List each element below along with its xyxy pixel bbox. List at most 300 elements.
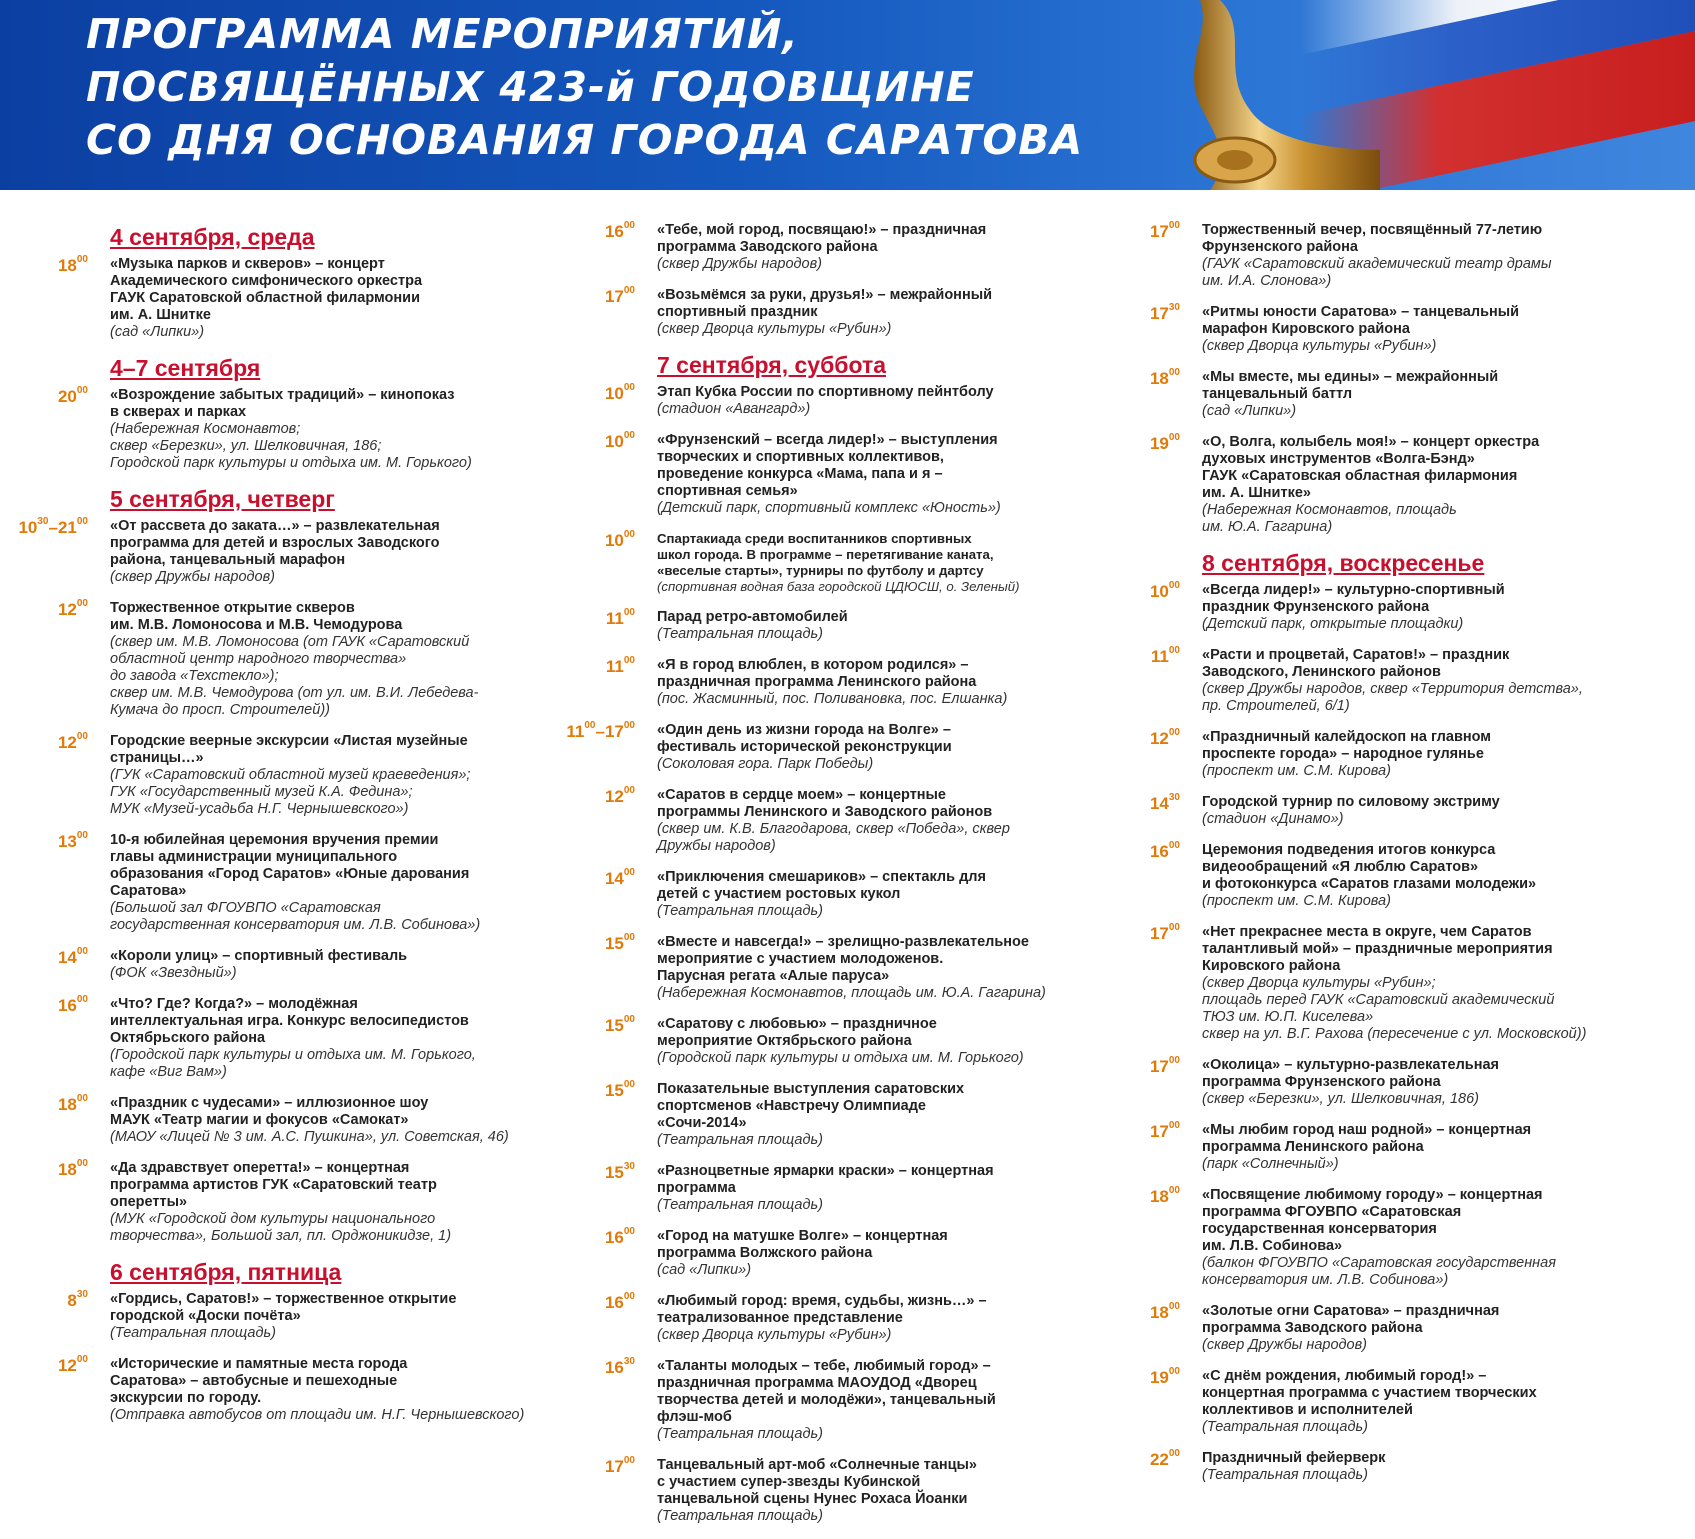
event-time: [1150, 432, 1180, 454]
event-title-line: им. Л.В. Собинова»: [1202, 1238, 1343, 1254]
event-location-line: (Театральная площадь): [1202, 1467, 1368, 1483]
event-location-line: (сквер Дружбы народов): [110, 569, 276, 585]
event-time: [605, 382, 635, 404]
event-title-line: школ города. В программе – перетягивание каната,: [657, 547, 994, 562]
time-hour: 10: [1149, 582, 1169, 601]
event-title-line: коллективов и исполнителей: [1202, 1402, 1413, 1418]
event-title-line: проведение конкурса «Мама, папа и я –: [657, 466, 943, 482]
time-minutes-end: 00: [623, 720, 635, 731]
event-location-line: (балкон ФГОУВПО «Саратовская государственная: [1202, 1255, 1556, 1271]
event-location-line: (стадион «Авангард»): [657, 401, 811, 417]
time-hour: 12: [604, 787, 624, 806]
event-location-line: государственная консерватория им. Л.В. Собинова»): [110, 917, 481, 933]
event-time: [58, 254, 88, 276]
event-location-line: (проспект им. С.М. Кирова): [1202, 893, 1391, 909]
event-location-line: (сад «Липки»): [110, 324, 205, 340]
event-title-line: «Разноцветные ярмарки краски» – концертная: [657, 1163, 994, 1179]
event-title-line: программа артистов ГУК «Саратовский театр: [110, 1177, 437, 1193]
time-hour: 17: [1149, 1057, 1169, 1076]
event-title-line: праздничная программа Ленинского района: [657, 674, 977, 690]
event-title-line: «О, Волга, колыбель моя!» – концерт оркестра: [1202, 434, 1540, 450]
time-minutes: 00: [1168, 580, 1180, 591]
time-minutes: 00: [623, 1079, 635, 1090]
time-hour: 18: [1149, 369, 1169, 388]
event-location-line: творчества», Большой зал, пл. Орджоникидзе, 1): [110, 1228, 452, 1244]
event-title-line: «Околица» – культурно-развлекательная: [1202, 1057, 1499, 1073]
event-time: [605, 1356, 635, 1378]
time-minutes: 00: [623, 1291, 635, 1302]
time-minutes: 00: [1168, 1120, 1180, 1131]
event-time: [1151, 645, 1180, 667]
event-title-line: программа Заводского района: [657, 239, 878, 255]
time-hour: 17: [1149, 1122, 1169, 1141]
time-hour: 12: [57, 1356, 77, 1375]
event-location-line: (Соколовая гора. Парк Победы): [657, 756, 874, 772]
event-time: [58, 1158, 88, 1180]
time-hour: 14: [57, 948, 77, 967]
event-title-line: им. М.В. Ломоносова и М.В. Чемодурова: [110, 617, 403, 633]
event-title-line: театрализованное представление: [657, 1310, 903, 1326]
time-minutes: 00: [76, 254, 88, 265]
event-title-line: ГАУК Саратовской областной филармонии: [110, 290, 420, 306]
event-location-line: (МАОУ «Лицей № 3 им. А.С. Пушкина», ул. Советская, 46): [110, 1129, 509, 1145]
time-minutes: 00: [1168, 1366, 1180, 1377]
event-title-line: программа Заводского района: [1202, 1320, 1423, 1336]
event-item: [1149, 727, 1680, 780]
event-item: [1149, 1055, 1680, 1108]
time-hour: 18: [57, 1095, 77, 1114]
time-hour: 17: [604, 1457, 624, 1476]
event-title-line: Торжественный вечер, посвящённый 77-летию: [1202, 222, 1543, 238]
time-minutes: 00: [76, 1158, 88, 1169]
event-time: [1150, 840, 1180, 862]
event-title-line: «Мы вместе, мы едины» – межрайонный: [1202, 369, 1499, 385]
event-title-line: программы Ленинского и Заводского районов: [657, 804, 993, 820]
event-item: [1149, 580, 1680, 633]
event-title-line: «Я в город влюблен, в котором родился» –: [657, 657, 969, 673]
event-item: [57, 1158, 588, 1245]
event-title-line: «веселые старты», турниры по футболу и дартсу: [657, 563, 984, 578]
time-minutes: 00: [1168, 840, 1180, 851]
schedule-column-1: [18, 224, 588, 1438]
event-item: [604, 1291, 1135, 1344]
event-item: [1149, 922, 1680, 1043]
event-location-line: (сквер им. М.В. Ломоносова (от ГАУК «Саратовский: [110, 634, 470, 650]
event-item: [57, 1093, 588, 1146]
event-item: [1149, 1366, 1680, 1436]
event-time: [58, 731, 88, 753]
event-title-line: «Город на матушке Волге» – концертная: [657, 1228, 948, 1244]
time-minutes: 00: [623, 932, 635, 943]
event-item: [604, 932, 1135, 1002]
event-item: [1150, 645, 1680, 715]
time-hour-end: 17: [604, 722, 624, 741]
event-title-line: страницы…»: [110, 750, 204, 766]
time-minutes: 30: [1168, 792, 1180, 803]
event-location-line: до завода «Техстекло»);: [110, 668, 279, 684]
time-minutes: 00: [623, 285, 635, 296]
time-dash: –: [595, 722, 605, 741]
event-location-line: (сквер Дворца культуры «Рубин»): [657, 1327, 892, 1343]
time-hour: 16: [604, 1293, 624, 1312]
event-time: [58, 1093, 88, 1115]
event-item: [604, 285, 1135, 338]
event-title-line: Кировского района: [1202, 958, 1341, 974]
time-minutes: 00: [623, 220, 635, 231]
event-time: [605, 285, 635, 307]
event-item: [605, 655, 1135, 708]
event-location-line: (ГУК «Саратовский областной музей краеведения»;: [110, 767, 471, 783]
title-line-2: ПОСВЯЩЁННЫХ 423-й ГОДОВЩИНЕ: [86, 63, 975, 111]
event-item: [1149, 1185, 1680, 1289]
event-item: [57, 254, 588, 341]
event-title-line: «С днём рождения, любимый город!» –: [1202, 1368, 1487, 1384]
event-title-line: праздничная программа МАОУДОД «Дворец: [657, 1375, 977, 1391]
event-title-line: «Приключения смешариков» – спектакль для: [657, 869, 986, 885]
event-time: [605, 1226, 635, 1248]
date-heading: 6 сентября, пятница: [110, 1259, 342, 1285]
event-item: [1149, 432, 1680, 536]
time-minutes: 00: [1168, 1301, 1180, 1312]
event-location-line: ТЮЗ им. Ю.П. Киселева»: [1202, 1009, 1374, 1025]
event-item: [1149, 1448, 1680, 1484]
event-location-line: (Отправка автобусов от площади им. Н.Г. Чернышевского): [110, 1407, 525, 1423]
event-location-line: (Театральная площадь): [657, 903, 823, 919]
event-time: [1150, 1448, 1180, 1470]
event-title-line: «Мы любим город наш родной» – концертная: [1202, 1122, 1532, 1138]
time-minutes: 00: [623, 867, 635, 878]
event-title-line: творчества детей и молодёжи», танцевальный: [657, 1392, 996, 1408]
event-time: [1150, 727, 1180, 749]
time-hour: 18: [57, 1160, 77, 1179]
event-time: [605, 220, 635, 242]
event-time: [58, 946, 88, 968]
time-minutes: 00: [1168, 220, 1180, 231]
event-title-line: 10-я юбилейная церемония вручения премии: [110, 832, 439, 848]
event-title-line: творческих и спортивных коллективов,: [657, 449, 944, 465]
time-minutes: 00: [623, 1014, 635, 1025]
date-heading: 5 сентября, четверг: [110, 486, 335, 512]
event-time: [58, 830, 88, 852]
event-title-line: «Музыка парков и скверов» – концерт: [110, 256, 385, 272]
event-title-line: марафон Кировского района: [1202, 321, 1410, 337]
time-hour: 16: [1149, 842, 1169, 861]
time-minutes: 00: [76, 994, 88, 1005]
event-title-line: программа для детей и взрослых Заводского: [110, 535, 440, 551]
event-title-line: проспекте города» – народное гулянье: [1202, 746, 1484, 762]
event-item: [1149, 792, 1680, 828]
event-time: [566, 720, 635, 742]
event-item: [57, 1354, 588, 1424]
event-time: [605, 1291, 635, 1313]
event-location-line: (Набережная Космонавтов, площадь: [1202, 502, 1457, 518]
event-title-line: Саратова» – автобусные и пешеходные: [110, 1373, 398, 1389]
event-title-line: Саратова»: [110, 883, 187, 899]
time-minutes: 00: [1168, 922, 1180, 933]
event-location-line: (Театральная площадь): [657, 1132, 823, 1148]
event-title-line: «Саратову с любовью» – праздничное: [657, 1016, 937, 1032]
event-title-line: «Таланты молодых – тебе, любимый город» –: [657, 1358, 991, 1374]
event-time: [605, 430, 635, 452]
time-hour: 15: [604, 1163, 624, 1182]
event-location-line: (ФОК «Звездный»): [110, 965, 237, 981]
event-title-line: фестиваль исторической реконструкции: [657, 739, 952, 755]
event-title-line: «Возьмёмся за руки, друзья!» – межрайонный: [657, 287, 992, 303]
event-time: [605, 1014, 635, 1036]
time-minutes: 00: [76, 385, 88, 396]
time-minutes: 00: [1168, 1055, 1180, 1066]
time-minutes: 00: [76, 946, 88, 957]
time-dash: –: [48, 518, 58, 537]
event-location-line: Дружбы народов): [657, 838, 776, 854]
event-title-line: МАУК «Театр магии и фокусов «Самокат»: [110, 1112, 409, 1128]
event-time: [1150, 302, 1180, 324]
event-title-line: «Всегда лидер!» – культурно-спортивный: [1202, 582, 1505, 598]
event-title-line: танцевальный баттл: [1202, 386, 1353, 402]
event-title-line: спортсменов «Навстречу Олимпиаде: [657, 1098, 927, 1114]
event-title-line: главы администрации муниципального: [110, 849, 398, 865]
time-hour: 11: [566, 722, 585, 741]
event-time: [67, 1289, 88, 1311]
time-hour: 16: [604, 222, 624, 241]
time-hour: 8: [67, 1291, 77, 1310]
event-time: [58, 385, 88, 407]
event-title-line: Парад ретро-автомобилей: [657, 609, 848, 625]
event-title-line: программа ФГОУВПО «Саратовская: [1202, 1204, 1462, 1220]
event-item: [604, 1455, 1135, 1525]
event-title-line: «Фрунзенский – всегда лидер!» – выступления: [657, 432, 998, 448]
time-minutes: 00: [1168, 645, 1180, 656]
time-minutes: 30: [623, 1356, 635, 1367]
time-hour: 10: [604, 432, 624, 451]
event-title-line: «Ритмы юности Саратова» – танцевальный: [1202, 304, 1520, 320]
date-heading: 4 сентября, среда: [110, 224, 315, 250]
event-title-line: спортивная семья»: [657, 483, 798, 499]
time-minutes: 00: [623, 430, 635, 441]
time-minutes: 00: [623, 529, 635, 540]
event-location-line: областной центр народного творчества»: [110, 651, 407, 667]
event-title-line: Праздничный фейерверк: [1202, 1450, 1386, 1466]
event-location-line: (парк «Солнечный»): [1202, 1156, 1339, 1172]
event-title-line: им. А. Шнитке: [110, 307, 211, 323]
event-location-line: (сквер Дворца культуры «Рубин»): [657, 321, 892, 337]
event-title-line: Танцевальный арт-моб «Солнечные танцы»: [657, 1457, 977, 1473]
event-title-line: праздник Фрунзенского района: [1202, 599, 1430, 615]
event-item: [604, 1079, 1135, 1149]
time-minutes: 00: [76, 1093, 88, 1104]
event-location-line: (Детский парк, спортивный комплекс «Юность»): [657, 500, 1001, 516]
event-title-line: экскурсии по городу.: [110, 1390, 262, 1406]
event-location-line: (МУК «Городской дом культуры национального: [110, 1211, 436, 1227]
time-hour-end: 21: [57, 518, 77, 537]
event-location-line: (сквер Дворца культуры «Рубин»;: [1202, 975, 1436, 991]
event-title-line: флэш-моб: [657, 1409, 732, 1425]
event-title-line: Городской турнир по силовому экстриму: [1202, 794, 1500, 810]
time-minutes: 30: [1168, 302, 1180, 313]
event-title-line: программа Ленинского района: [1202, 1139, 1424, 1155]
event-title-line: танцевальной сцены Нунес Рохаса Йоанки: [657, 1491, 968, 1507]
time-hour: 11: [605, 657, 624, 676]
event-title-line: «Исторические и памятные места города: [110, 1356, 408, 1372]
event-time: [606, 607, 635, 629]
time-hour: 20: [57, 387, 77, 406]
event-title-line: Заводского, Ленинского районов: [1202, 664, 1441, 680]
time-hour: 18: [1149, 1187, 1169, 1206]
event-title-line: Торжественное открытие скверов: [110, 600, 355, 616]
event-location-line: (Театральная площадь): [657, 1426, 823, 1442]
event-title-line: с участием супер-звезды Кубинской: [657, 1474, 921, 1490]
event-location-line: сквер «Березки», ул. Шелковичная, 186;: [110, 438, 382, 454]
time-minutes: 00: [623, 785, 635, 796]
event-location-line: площадь перед ГАУК «Саратовский академический: [1202, 992, 1555, 1008]
time-hour: 17: [1149, 304, 1169, 323]
event-item: [57, 946, 588, 982]
event-title-line: Показательные выступления саратовских: [657, 1081, 965, 1097]
event-time: [1150, 1120, 1180, 1142]
event-title-line: «Тебе, мой город, посвящаю!» – праздничная: [657, 222, 987, 238]
date-heading: 4–7 сентября: [110, 355, 261, 381]
event-title-line: района, танцевальный марафон: [110, 552, 346, 568]
event-time: [58, 994, 88, 1016]
event-title-line: интеллектуальная игра. Конкурс велосипедистов: [110, 1013, 469, 1029]
time-hour: 10: [604, 384, 624, 403]
event-location-line: консерватория им. Л.В. Собинова»): [1202, 1272, 1449, 1288]
event-location-line: кафе «Виг Вам»): [110, 1064, 227, 1080]
event-item: [57, 830, 588, 934]
event-item: [57, 598, 588, 719]
time-minutes: 30: [623, 1161, 635, 1172]
event-location-line: (Детский парк, открытые площадки): [1202, 616, 1464, 632]
event-time: [1150, 1185, 1180, 1207]
event-location-line: (сад «Липки»): [1202, 403, 1297, 419]
event-location-line: (сквер им. К.В. Благодарова, сквер «Победа», сквер: [657, 821, 1010, 837]
event-time: [1150, 922, 1180, 944]
event-location-line: (Театральная площадь): [110, 1325, 276, 1341]
event-title-line: «Любимый город: время, судьбы, жизнь…» –: [657, 1293, 987, 1309]
event-time: [1150, 1366, 1180, 1388]
event-title-line: в скверах и парках: [110, 404, 247, 420]
event-location-line: (сквер «Березки», ул. Шелковичная, 186): [1202, 1091, 1479, 1107]
event-item: [57, 385, 588, 472]
event-item: [604, 220, 1135, 273]
event-time: [1150, 1301, 1180, 1323]
event-title-line: им. А. Шнитке»: [1202, 485, 1311, 501]
event-location-line: (стадион «Динамо»): [1202, 811, 1344, 827]
event-location-line: сквер им. М.В. Чемодурова (от ул. им. В.И. Лебедева-: [110, 685, 479, 701]
time-hour: 11: [605, 609, 624, 628]
time-hour: 12: [57, 733, 77, 752]
event-location-line: (Набережная Космонавтов, площадь им. Ю.А. Гагарина): [657, 985, 1046, 1001]
scroll-icon: [1180, 0, 1390, 190]
event-item: [1149, 367, 1680, 420]
event-title-line: программа Фрунзенского района: [1202, 1074, 1441, 1090]
event-item: [604, 1014, 1135, 1067]
event-title-line: образования «Город Саратов» «Юные дарования: [110, 866, 470, 882]
event-location-line: (сквер Дружбы народов): [657, 256, 823, 272]
time-hour: 15: [604, 1016, 624, 1035]
event-title-line: государственная консерватория: [1202, 1221, 1437, 1237]
time-minutes: 00: [623, 382, 635, 393]
time-hour: 22: [1149, 1450, 1169, 1469]
event-location-line: пр. Строителей, 6/1): [1202, 698, 1350, 714]
time-minutes: 00: [1168, 727, 1180, 738]
event-item: [566, 720, 1135, 773]
event-title-line: «Праздничный калейдоскоп на главном: [1202, 729, 1492, 745]
event-item: [1149, 302, 1680, 355]
event-title-line: и фотоконкурса «Саратов глазами молодежи»: [1202, 876, 1537, 892]
event-title-line: программа: [657, 1180, 736, 1196]
header-banner: [0, 0, 1695, 190]
time-hour: 16: [604, 1228, 624, 1247]
time-hour: 13: [57, 832, 77, 851]
time-hour: 16: [604, 1358, 624, 1377]
event-time: [605, 932, 635, 954]
time-hour: 14: [1149, 794, 1169, 813]
time-hour: 16: [57, 996, 77, 1015]
time-hour: 15: [604, 934, 624, 953]
event-location-line: (сад «Липки»): [657, 1262, 752, 1278]
event-item: [1149, 1120, 1680, 1173]
event-item: [18, 516, 588, 586]
event-item: [57, 994, 588, 1081]
event-location-line: сквер на ул. В.Г. Рахова (пересечение с ул. Московской)): [1202, 1026, 1587, 1042]
time-hour: 18: [1149, 1303, 1169, 1322]
time-hour: 17: [1149, 222, 1169, 241]
event-title-line: «Гордись, Саратов!» – торжественное открытие: [110, 1291, 457, 1307]
time-hour: 18: [57, 256, 77, 275]
event-item: [67, 1289, 588, 1342]
event-location-line: (Городской парк культуры и отдыха им. М. Горького,: [110, 1047, 476, 1063]
event-time: [606, 655, 635, 677]
time-hour: 19: [1149, 1368, 1169, 1387]
time-minutes: 30: [37, 516, 49, 527]
event-title-line: «Вместе и навсегда!» – зрелищно-развлекательное: [657, 934, 1029, 950]
event-item: [604, 430, 1135, 517]
event-title-line: «Да здравствует оперетта!» – концертная: [110, 1160, 410, 1176]
event-item: [605, 607, 1135, 643]
event-item: [604, 382, 1135, 418]
event-time: [605, 785, 635, 807]
event-title-line: «Короли улиц» – спортивный фестиваль: [110, 948, 408, 964]
event-time: [605, 867, 635, 889]
time-hour: 17: [604, 287, 624, 306]
time-minutes: 00: [76, 731, 88, 742]
event-location-line: (Большой зал ФГОУВПО «Саратовская: [110, 900, 381, 916]
time-hour: 15: [604, 1081, 624, 1100]
event-item: [604, 867, 1135, 920]
event-title-line: «Возрождение забытых традиций» – кинопоказ: [110, 387, 455, 403]
event-location-line: (Театральная площадь): [657, 1508, 823, 1524]
event-title-line: мероприятие Октябрьского района: [657, 1033, 912, 1049]
event-title-line: мероприятие с участием молодоженов.: [657, 951, 944, 967]
event-title-line: «Нет прекраснее места в округе, чем Саратов: [1202, 924, 1532, 940]
event-title-line: талантливый мой» – праздничные мероприятия: [1202, 941, 1553, 957]
event-time: [605, 1455, 635, 1477]
event-time: [1150, 792, 1180, 814]
event-title-line: Церемония подведения итогов конкурса: [1202, 842, 1496, 858]
event-title-line: концертная программа с участием творческих: [1202, 1385, 1537, 1401]
time-minutes-end: 00: [76, 516, 88, 527]
event-location-line: (Набережная Космонавтов;: [110, 421, 301, 437]
time-minutes: 00: [1168, 1448, 1180, 1459]
event-location-line: им. И.А. Слонова»): [1202, 273, 1332, 289]
event-location-line: (Театральная площадь): [1202, 1419, 1368, 1435]
event-title-line: «Саратов в сердце моем» – концертные: [657, 787, 946, 803]
time-minutes: 00: [623, 655, 635, 666]
event-title-line: Академического симфонического оркестра: [110, 273, 423, 289]
event-item: [604, 1356, 1135, 1443]
event-title-line: духовых инструментов «Волга-Бэнд»: [1202, 451, 1475, 467]
